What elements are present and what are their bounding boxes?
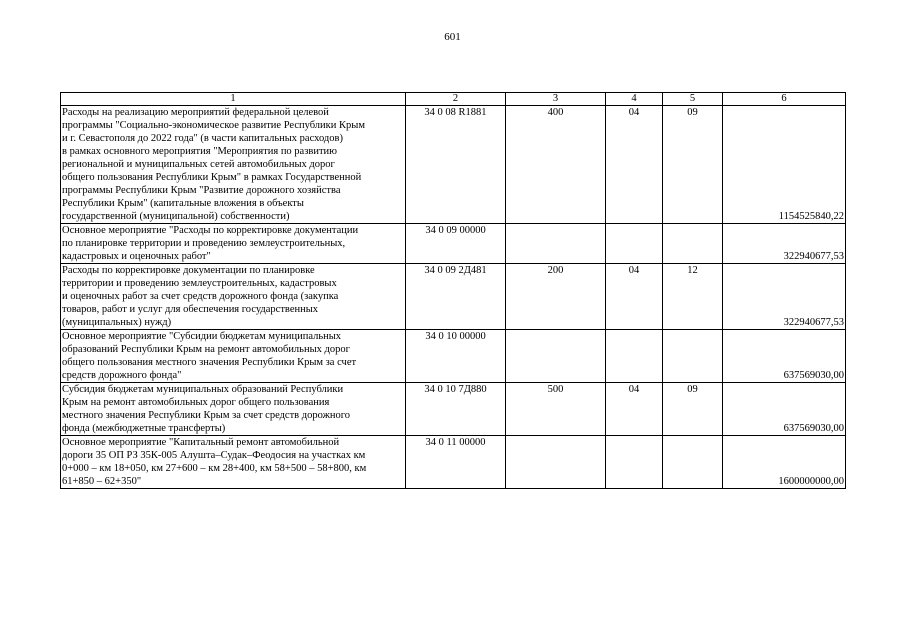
row-col3: 200: [506, 264, 606, 330]
table-row: [61, 264, 846, 330]
row-description: Расходы на реализацию мероприятий федеральной целевой программы "Социально-экономическое развитие Республики Крым и г. Севастополя до 2022 года" (в части капитальных расходов) в рамках основного мероприятия "Мероприятия по развитию региональной и муниципальных сетей автомобильных дорог общего пользования Республики Крым" в рамках Государственной программы Республики Крым "Развитие дорожного хозяйства Республики Крым" (капитальные вложения в объекты государственной (муниципальной) собственности): [61, 106, 406, 224]
row-description: Основное мероприятие "Расходы по корректировке документации по планировке территории и проведению землеустроительных, кадастровых и оценочных работ": [61, 224, 406, 264]
row-col5: 12: [663, 264, 723, 330]
row-code: 34 0 11 00000: [406, 436, 506, 489]
row-amount: 1154525840,22: [723, 106, 846, 224]
row-col4: 04: [606, 383, 663, 436]
row-code: 34 0 09 2Д481: [406, 264, 506, 330]
row-amount: 1600000000,00: [723, 436, 846, 489]
table-row: [61, 436, 846, 489]
row-description: Расходы по корректировке документации по планировке территории и проведению землеустроительных, кадастровых и оценочных работ за счет средств дорожного фонда (закупка товаров, работ и услуг для обеспечения государственных (муниципальных) нужд): [61, 264, 406, 330]
table-header-row: [61, 93, 846, 106]
header-cell-1: 1: [61, 93, 406, 106]
row-col4: [606, 330, 663, 383]
row-amount: 637569030,00: [723, 383, 846, 436]
row-col3: 400: [506, 106, 606, 224]
row-description: Основное мероприятие "Субсидии бюджетам муниципальных образований Республики Крым на ремонт автомобильных дорог общего пользования местного значения Республики Крым за счет средств дорожного фонда": [61, 330, 406, 383]
table-row: [61, 106, 846, 224]
row-col5: 09: [663, 106, 723, 224]
row-amount: 637569030,00: [723, 330, 846, 383]
table-row: [61, 383, 846, 436]
row-code: 34 0 10 00000: [406, 330, 506, 383]
row-col3: 500: [506, 383, 606, 436]
header-cell-4: 4: [606, 93, 663, 106]
row-col5: 09: [663, 383, 723, 436]
row-col4: [606, 224, 663, 264]
row-amount: 322940677,53: [723, 264, 846, 330]
row-col3: [506, 224, 606, 264]
row-description: Субсидия бюджетам муниципальных образований Республики Крым на ремонт автомобильных дорог общего пользования местного значения Республики Крым за счет средств дорожного фонда (межбюджетные трансферты): [61, 383, 406, 436]
row-code: 34 0 09 00000: [406, 224, 506, 264]
row-description: Основное мероприятие "Капитальный ремонт автомобильной дороги 35 ОП РЗ 35К-005 Алушта–Судак–Феодосия на участках км 0+000 – км 18+050, км 27+600 – км 28+400, км 58+500 – 58+800, км 61+850 – 62+350": [61, 436, 406, 489]
budget-table: [60, 92, 846, 489]
row-code: 34 0 10 7Д880: [406, 383, 506, 436]
table-row: [61, 224, 846, 264]
page-number: 601: [444, 31, 461, 43]
row-code: 34 0 08 R1881: [406, 106, 506, 224]
row-col4: 04: [606, 106, 663, 224]
row-col3: [506, 330, 606, 383]
row-col5: [663, 436, 723, 489]
header-cell-3: 3: [506, 93, 606, 106]
row-amount: 322940677,53: [723, 224, 846, 264]
header-cell-5: 5: [663, 93, 723, 106]
header-cell-2: 2: [406, 93, 506, 106]
row-col4: 04: [606, 264, 663, 330]
row-col5: [663, 330, 723, 383]
row-col4: [606, 436, 663, 489]
row-col3: [506, 436, 606, 489]
header-cell-6: 6: [723, 93, 846, 106]
table-row: [61, 330, 846, 383]
row-col5: [663, 224, 723, 264]
